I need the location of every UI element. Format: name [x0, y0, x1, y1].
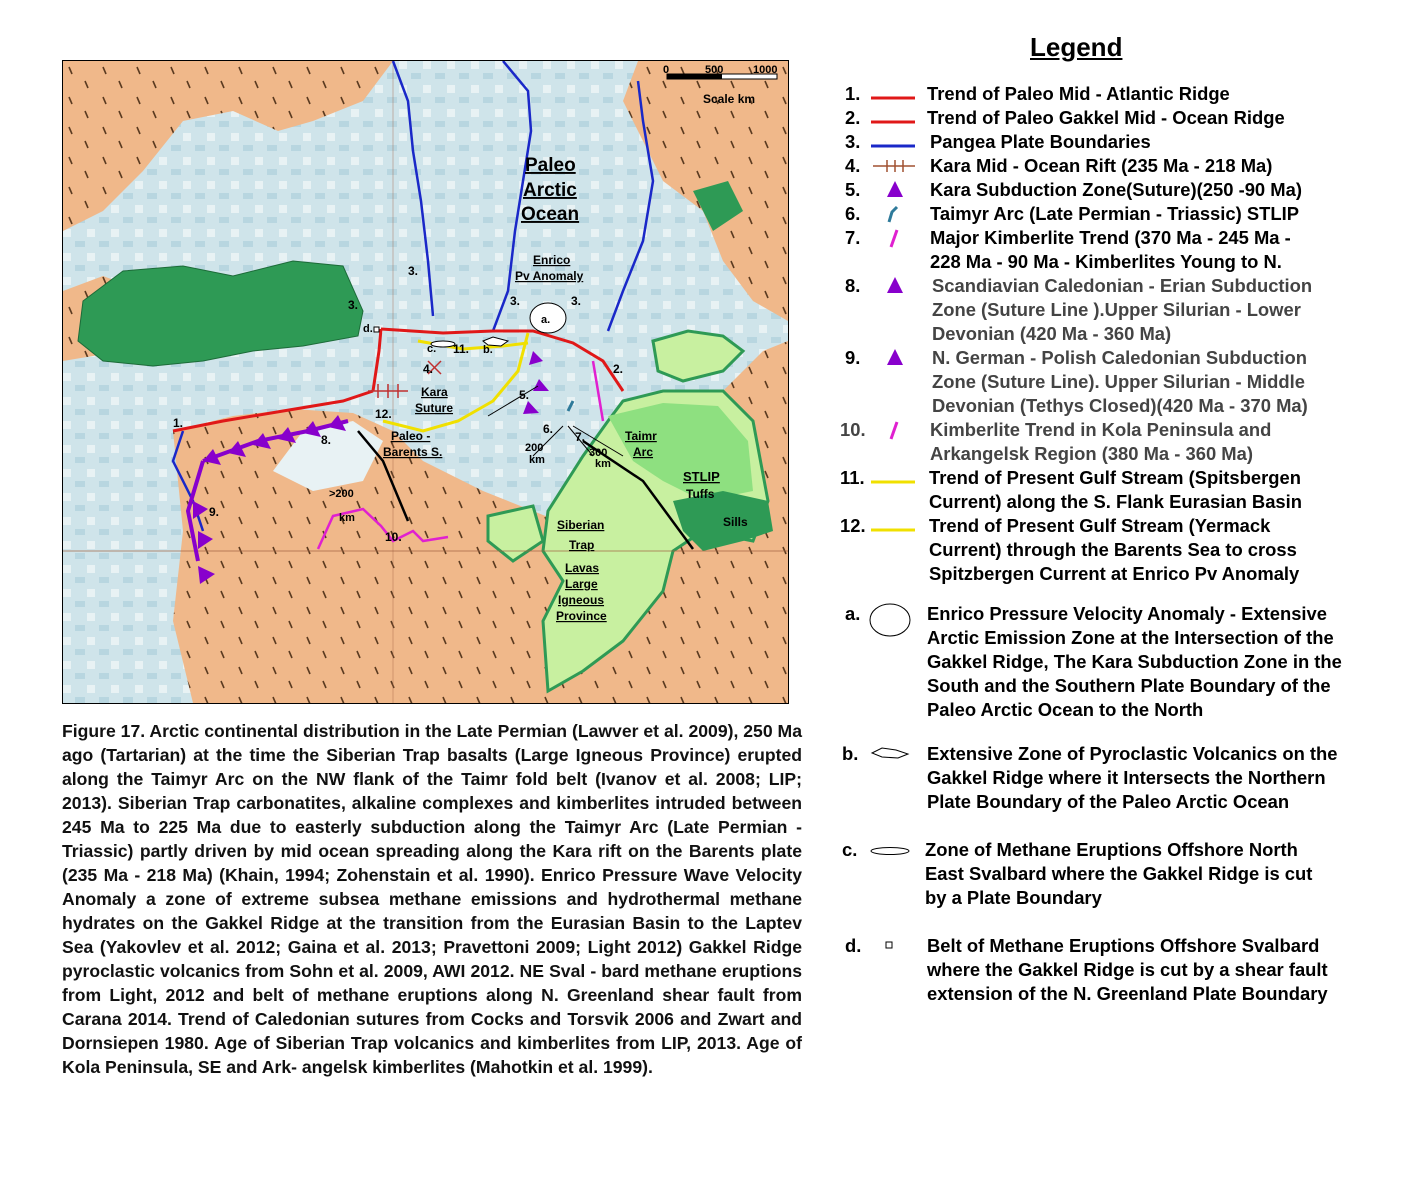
- legend-item-10: [840, 418, 1405, 466]
- legend-num: 5.: [845, 179, 861, 200]
- kimberlite-trend-icon: [869, 226, 919, 250]
- label-300: 300: [589, 447, 608, 459]
- taimyr-arc-icon: [869, 202, 919, 226]
- legend-text: Zone (Suture Line ).Upper Silurian - Lower: [932, 299, 1301, 320]
- label-pv-anomaly: Pv Anomaly: [515, 269, 584, 283]
- legend-item-9: [845, 346, 1405, 418]
- legend-num: 3.: [845, 131, 861, 152]
- label-siberian: Siberian: [557, 518, 605, 532]
- legend-num: 6.: [845, 203, 861, 224]
- legend-item-6: [845, 202, 1405, 226]
- legend-item-11: [840, 466, 1405, 514]
- label-suture: Suture: [415, 401, 454, 415]
- legend-text: Zone of Methane Eruptions Offshore North: [925, 839, 1298, 860]
- legend-text: Trend of Present Gulf Stream (Spitsbergen: [929, 467, 1301, 488]
- legend-num: b.: [842, 743, 859, 764]
- label-n3d: 3.: [571, 294, 582, 308]
- scale-tick-0: 0: [663, 64, 670, 76]
- legend-item-1: [845, 82, 1405, 106]
- label-n11: 11.: [453, 342, 470, 356]
- legend-item-4: [845, 154, 1405, 178]
- legend-text: Devonian (Tethys Closed)(420 Ma - 370 Ma): [932, 395, 1308, 416]
- legend-text: by a Plate Boundary: [925, 887, 1102, 908]
- label-n10: 10.: [385, 530, 402, 544]
- legend-item-2: [845, 106, 1405, 130]
- legend-text: Kimberlite Trend in Kola Peninsula and: [930, 419, 1272, 440]
- label-trap: Trap: [569, 538, 595, 552]
- scale-unit-label: Scale km: [703, 92, 756, 106]
- legend-text: Spitzbergen Current at Enrico Pv Anomaly: [929, 563, 1300, 584]
- legend-text: Taimyr Arc (Late Permian - Triassic) STLIP: [930, 203, 1299, 224]
- label-arc: Arc: [633, 445, 654, 459]
- legend-title: Legend: [1030, 32, 1123, 62]
- legend-text: Arctic Emission Zone at the Intersection of the: [927, 627, 1334, 648]
- legend-num: 9.: [845, 347, 861, 368]
- legend-item-5: [845, 178, 1405, 202]
- legend-text: Kara Subduction Zone(Suture)(250 -90 Ma): [930, 179, 1302, 200]
- label-n8: 8.: [321, 433, 332, 447]
- label-paleo-barents-2: Barents S.: [383, 445, 443, 459]
- ellipse-marker-icon: [867, 600, 913, 640]
- label-200-km: km: [529, 454, 545, 466]
- legend-text: Arkangelsk Region (380 Ma - 360 Ma): [930, 443, 1253, 464]
- label-province: Province: [556, 609, 607, 623]
- label-lavas: Lavas: [565, 561, 600, 575]
- label-gt200: >200: [329, 488, 354, 500]
- label-kara: Kara: [421, 385, 448, 399]
- label-300-km: km: [595, 458, 611, 470]
- label-200: 200: [525, 442, 544, 454]
- purple-triangle-icon: [869, 178, 919, 202]
- label-marker-b: b.: [483, 344, 493, 356]
- legend-num: 2.: [845, 107, 861, 128]
- label-sills: Sills: [723, 515, 748, 529]
- figure-caption: Figure 17. Arctic continental distribution in the Late Permian (Lawver et al. 2009), 250 Ma ago (Tartarian) at the time the Siberian Trap basalts (Large Igneous Province) erupted along the Taimyr Arc on the NW flank of the Taimr fold belt (Ivanov et al. 2008; LIP; 2013). Siberian Trap carbonatites, alkaline complexes and kimberlites intruded between 245 Ma to 225 Ma due to easterly subduction along the Taimyr Arc (Late Permian - Triassic) partly driven by mid ocean spreading along the Kara rift on the Barents plate (235 Ma - 218 Ma) (Khain, 1994; Zohenstain et al. 1990). Enrico Pressure Wave Velocity Anomaly a zone of extreme subsea methane emissions and hydrothermal methane hydrates on the Gakkel Ridge at the transition from the Eurasian Basin to the Laptev Sea (Yakovlev et al. 2012; Gaina et al. 2013; Pravettoni 2009; Light 2012) Gakkel Ridge pyroclastic volcanics from Sohn et al. 2009, AWI 2012. NE Sval - bard methane eruptions from Light, 2012 and belt of methane eruptions along N. Greenland shear fault from Carana 2014. Trend of Caledonian sutures from Cocks and Torsvik 2006 and Zwart and Dornsiepen 1980. Age of Siberian Trap volcanics and kimberlites from LIP, 2013. Age of Kola Peninsula, SE and Ark- angelsk kimberlites (Mahotkin et al. 1999).: [62, 721, 802, 1077]
- label-n5: 5.: [519, 388, 530, 402]
- methane-belt-icon: [883, 939, 895, 951]
- label-arctic: Arctic: [523, 180, 577, 201]
- legend-text: East Svalbard where the Gakkel Ridge is cut: [925, 863, 1313, 884]
- label-n6: 6.: [543, 422, 554, 436]
- legend-text: Major Kimberlite Trend (370 Ma - 245 Ma -: [930, 227, 1291, 248]
- label-n1: 1.: [173, 416, 184, 430]
- legend-num: d.: [845, 935, 862, 956]
- label-tuffs: Tuffs: [686, 487, 715, 501]
- legend-num: 7.: [845, 227, 861, 248]
- legend-text: 228 Ma - 90 Ma - Kimberlites Young to N.: [930, 251, 1282, 272]
- scale-tick-1000: 1000: [753, 64, 778, 76]
- methane-zone-icon: [868, 842, 912, 858]
- label-ocean: Ocean: [521, 204, 580, 225]
- label-taimr: Taimr: [625, 429, 657, 443]
- legend-text: Belt of Methane Eruptions Offshore Svalbard: [927, 935, 1320, 956]
- legend-num: 10.: [840, 419, 866, 440]
- label-paleo: Paleo: [525, 155, 576, 176]
- legend-text: Scandiavian Caledonian - Erian Subduction: [932, 275, 1313, 296]
- legend-num: 12.: [840, 515, 866, 536]
- legend-text: Trend of Present Gulf Stream (Yermack: [929, 515, 1271, 536]
- legend-text: Enrico Pressure Velocity Anomaly - Extensive: [927, 603, 1327, 624]
- legend-text: Pangea Plate Boundaries: [930, 131, 1151, 152]
- legend-item-c: [842, 838, 1405, 910]
- label-paleo-barents-1: Paleo -: [391, 429, 431, 443]
- legend-num: 11.: [840, 467, 865, 488]
- legend-text: Zone (Suture Line). Upper Silurian - Middle: [932, 371, 1305, 392]
- map-panel: [62, 60, 789, 704]
- legend-text: Devonian (420 Ma - 360 Ma): [932, 323, 1172, 344]
- legend-item-7: [845, 226, 1405, 274]
- legend-text: where the Gakkel Ridge is cut by a shear fault: [927, 959, 1328, 980]
- label-marker-a: a.: [541, 314, 551, 326]
- legend-num: c.: [842, 839, 858, 860]
- label-n2: 2.: [613, 362, 624, 376]
- label-igneous: Igneous: [558, 593, 605, 607]
- legend-item-8: [845, 274, 1405, 346]
- legend-text: Current) along the S. Flank Eurasian Basin: [929, 491, 1302, 512]
- label-large: Large: [565, 577, 598, 591]
- legend-text: Trend of Paleo Mid - Atlantic Ridge: [927, 83, 1230, 104]
- scale-tick-500: 500: [705, 64, 724, 76]
- legend-item-3: [845, 130, 1405, 154]
- legend-text: Gakkel Ridge where it Intersects the Northern: [927, 767, 1326, 788]
- kimberlite-trend-icon: [869, 418, 919, 442]
- label-marker-d: d.: [363, 323, 373, 335]
- label-n3b: 3.: [348, 298, 359, 312]
- legend-text: extension of the N. Greenland Plate Boundary: [927, 983, 1328, 1004]
- legend-text: Plate Boundary of the Paleo Arctic Ocean: [927, 791, 1290, 812]
- legend-item-12: [840, 514, 1405, 586]
- label-n12: 12.: [375, 407, 392, 421]
- legend-text: Trend of Paleo Gakkel Mid - Ocean Ridge: [927, 107, 1285, 128]
- legend-text: South and the Southern Plate Boundary of the: [927, 675, 1331, 696]
- label-gt200-km: km: [339, 512, 355, 524]
- label-n3a: 3.: [408, 264, 419, 278]
- label-n4: 4.: [423, 362, 434, 376]
- label-n7: 7.: [575, 430, 586, 444]
- rift-symbol: [869, 154, 919, 178]
- label-n3c: 3.: [510, 294, 521, 308]
- label-n9: 9.: [209, 505, 220, 519]
- purple-triangle-icon: [869, 274, 919, 298]
- legend-num: a.: [845, 603, 861, 624]
- red-line-symbol: [869, 82, 919, 106]
- legend-num: 1.: [845, 83, 861, 104]
- blue-line-symbol: [869, 130, 919, 154]
- yellow-line-symbol: [869, 466, 919, 490]
- pyroclastic-zone-icon: [868, 744, 912, 762]
- legend-num: 4.: [845, 155, 861, 176]
- yellow-line-symbol: [869, 514, 919, 538]
- legend-text: Kara Mid - Ocean Rift (235 Ma - 218 Ma): [930, 155, 1273, 176]
- legend-item-a: [845, 602, 1405, 722]
- legend-text: Current) through the Barents Sea to cross: [929, 539, 1297, 560]
- methane-belt-marker: [374, 327, 379, 332]
- label-marker-c: c.: [427, 343, 437, 355]
- label-stlip: STLIP: [683, 469, 720, 484]
- label-enrico: Enrico: [533, 253, 571, 267]
- purple-triangle-icon: [869, 346, 919, 370]
- legend-item-d: [845, 934, 1405, 1006]
- map-svg: [63, 61, 788, 703]
- legend-text: Paleo Arctic Ocean to the North: [927, 699, 1204, 720]
- legend-text: Gakkel Ridge, The Kara Subduction Zone in the: [927, 651, 1342, 672]
- red-line-symbol: [869, 106, 919, 130]
- legend-text: Extensive Zone of Pyroclastic Volcanics on the: [927, 743, 1338, 764]
- legend-item-b: [842, 742, 1405, 814]
- legend-text: N. German - Polish Caledonian Subduction: [932, 347, 1307, 368]
- legend-num: 8.: [845, 275, 861, 296]
